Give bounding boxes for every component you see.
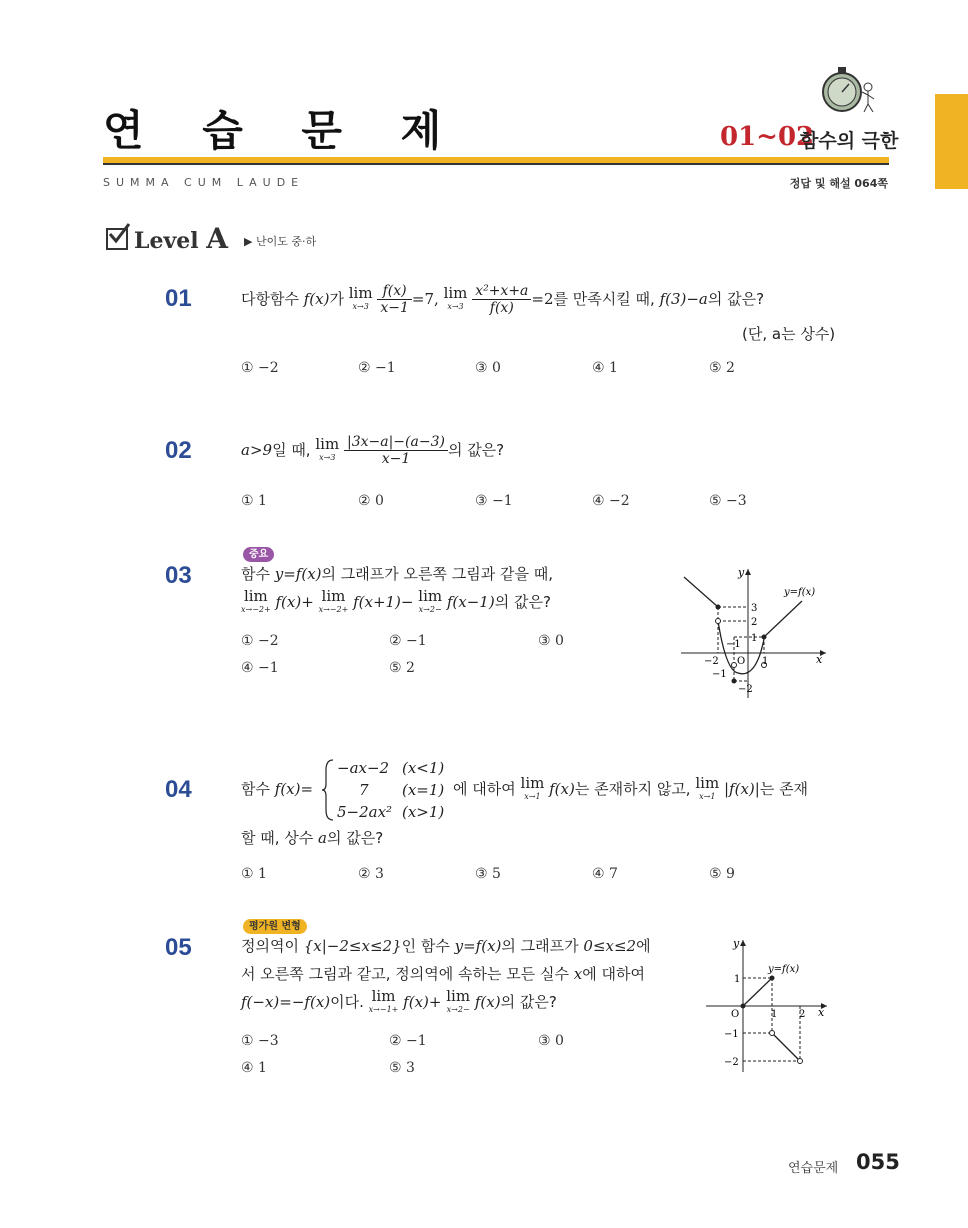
function-label: y=f(x) (768, 964, 800, 975)
choice-4[interactable]: ④ −2 (592, 493, 630, 509)
x-axis-label: x (816, 653, 823, 666)
source-tag: 평가원 변형 (243, 919, 307, 934)
function-label: y=f(x) (784, 587, 816, 598)
header-rule-dark (103, 163, 889, 165)
x-tick: 2 (799, 1009, 806, 1020)
y-axis-label: y (733, 937, 740, 950)
question-number: 03 (165, 562, 192, 589)
brand-label: SUMMA CUM LAUDE (103, 176, 305, 189)
choice-1[interactable]: ① −2 (241, 360, 279, 376)
question-number: 01 (165, 285, 192, 312)
level-grade: A (206, 222, 229, 255)
choice-3[interactable]: ③ −1 (475, 493, 513, 509)
y-tick: 2 (751, 617, 758, 628)
question-text-line2: lim x→−2+ f(x)+ lim x→−2+ f(x+1)− lim x→2− f(x−1)의 값은? (241, 586, 551, 614)
level-heading (106, 222, 228, 255)
y-tick: 1 (734, 974, 741, 985)
question-text: 함수 y=f(x)의 그래프가 오른쪽 그림과 같을 때, (241, 565, 554, 583)
level-label: Level (134, 228, 199, 254)
x-tick: −2 (704, 656, 719, 667)
question-text: 다항함수 f(x)가 lim x→3 $\frac{f(x)}{x-1}$ =7, lim x→3 $\frac{\text{x²+x+a}}{f(x)}$ =2를 만족시킬 때, f(3)−a의 값은? (241, 283, 765, 316)
q3-graph (676, 563, 836, 703)
importance-tag: 중요 (243, 547, 274, 562)
page-number: 055 (856, 1150, 900, 1174)
choice-3[interactable]: ③ 0 (538, 633, 564, 649)
x-tick: 1 (762, 656, 769, 667)
answer-reference: 정답 및 해설 064쪽 (789, 177, 888, 190)
choice-2[interactable]: ② −1 (389, 1033, 427, 1049)
y-tick: −2 (738, 684, 753, 695)
brace-icon (321, 758, 335, 822)
y-tick: −2 (724, 1057, 739, 1068)
choice-4[interactable]: ④ 7 (592, 866, 618, 882)
y-tick: −1 (724, 1029, 739, 1040)
choice-5[interactable]: ⑤ 2 (709, 360, 735, 376)
question-text: 에 대하여 lim x→1 f(x)는 존재하지 않고, lim x→1 |f(x)|는 존재 (453, 773, 809, 801)
choice-4[interactable]: ④ 1 (592, 360, 618, 376)
question-text-line2: 서 오른쪽 그림과 같고, 정의역에 속하는 모든 실수 x에 대하여 (241, 965, 645, 983)
choice-2[interactable]: ② −1 (358, 360, 396, 376)
choice-1[interactable]: ① −3 (241, 1033, 279, 1049)
question-number: 02 (165, 437, 192, 464)
question-number: 05 (165, 934, 192, 961)
choice-3[interactable]: ③ 0 (538, 1033, 564, 1049)
footer-label: 연습문제 (788, 1161, 839, 1176)
difficulty-label: ▶ 난이도 중·하 (244, 235, 317, 248)
origin-label: O (731, 1009, 740, 1020)
question-text: 정의역이 {x|−2≤x≤2}인 함수 y=f(x)의 그래프가 0≤x≤2에 (241, 937, 651, 955)
y-tick: 3 (751, 603, 758, 614)
choice-5[interactable]: ⑤ −3 (709, 493, 747, 509)
y-axis-label: y (738, 566, 745, 579)
question-note: (단, a는 상수) (742, 325, 836, 343)
question-text-line3: f(−x)=−f(x)이다. lim x→−1+ f(x)+ lim x→2− f(x)의 값은? (241, 986, 557, 1014)
question-text-lead: 함수 f(x)= (241, 780, 314, 798)
section-title: 함수의 극한 (800, 130, 899, 152)
section-number: 01~02 (720, 122, 815, 152)
choice-3[interactable]: ③ 0 (475, 360, 501, 376)
choice-1[interactable]: ① 1 (241, 866, 267, 882)
choice-2[interactable]: ② 0 (358, 493, 384, 509)
choice-2[interactable]: ② 3 (358, 866, 384, 882)
x-tick: 1 (771, 1009, 778, 1020)
chapter-tab (935, 94, 968, 189)
question-text-line2: 할 때, 상수 a의 값은? (241, 829, 384, 847)
choice-3[interactable]: ③ 5 (475, 866, 501, 882)
choice-4[interactable]: ④ −1 (241, 660, 279, 676)
choice-5[interactable]: ⑤ 2 (389, 660, 415, 676)
choice-1[interactable]: ① −2 (241, 633, 279, 649)
choice-5[interactable]: ⑤ 3 (389, 1060, 415, 1076)
choice-2[interactable]: ② −1 (389, 633, 427, 649)
piecewise-cases: −ax−2 7 5−2ax² (337, 759, 393, 821)
checkbox-icon (106, 228, 128, 250)
choice-5[interactable]: ⑤ 9 (709, 866, 735, 882)
stopwatch-icon (818, 62, 888, 117)
y-tick: 1 (751, 633, 758, 644)
origin-label: O (737, 656, 746, 667)
choice-4[interactable]: ④ 1 (241, 1060, 267, 1076)
y-tick: −1 (712, 669, 727, 680)
piecewise-conditions: (x<1) (x=1) (x>1) (402, 759, 445, 821)
page-title: 연 습 문 제 (103, 106, 464, 155)
question-number: 04 (165, 776, 192, 803)
q5-graph (702, 936, 832, 1076)
question-text: a>9일 때, lim x→3 $\frac{|3x-a|-(a-3)}{x-1}$ 의 값은? (241, 434, 505, 467)
x-tick: −1 (726, 639, 741, 650)
x-axis-label: x (818, 1006, 825, 1019)
choice-1[interactable]: ① 1 (241, 493, 267, 509)
